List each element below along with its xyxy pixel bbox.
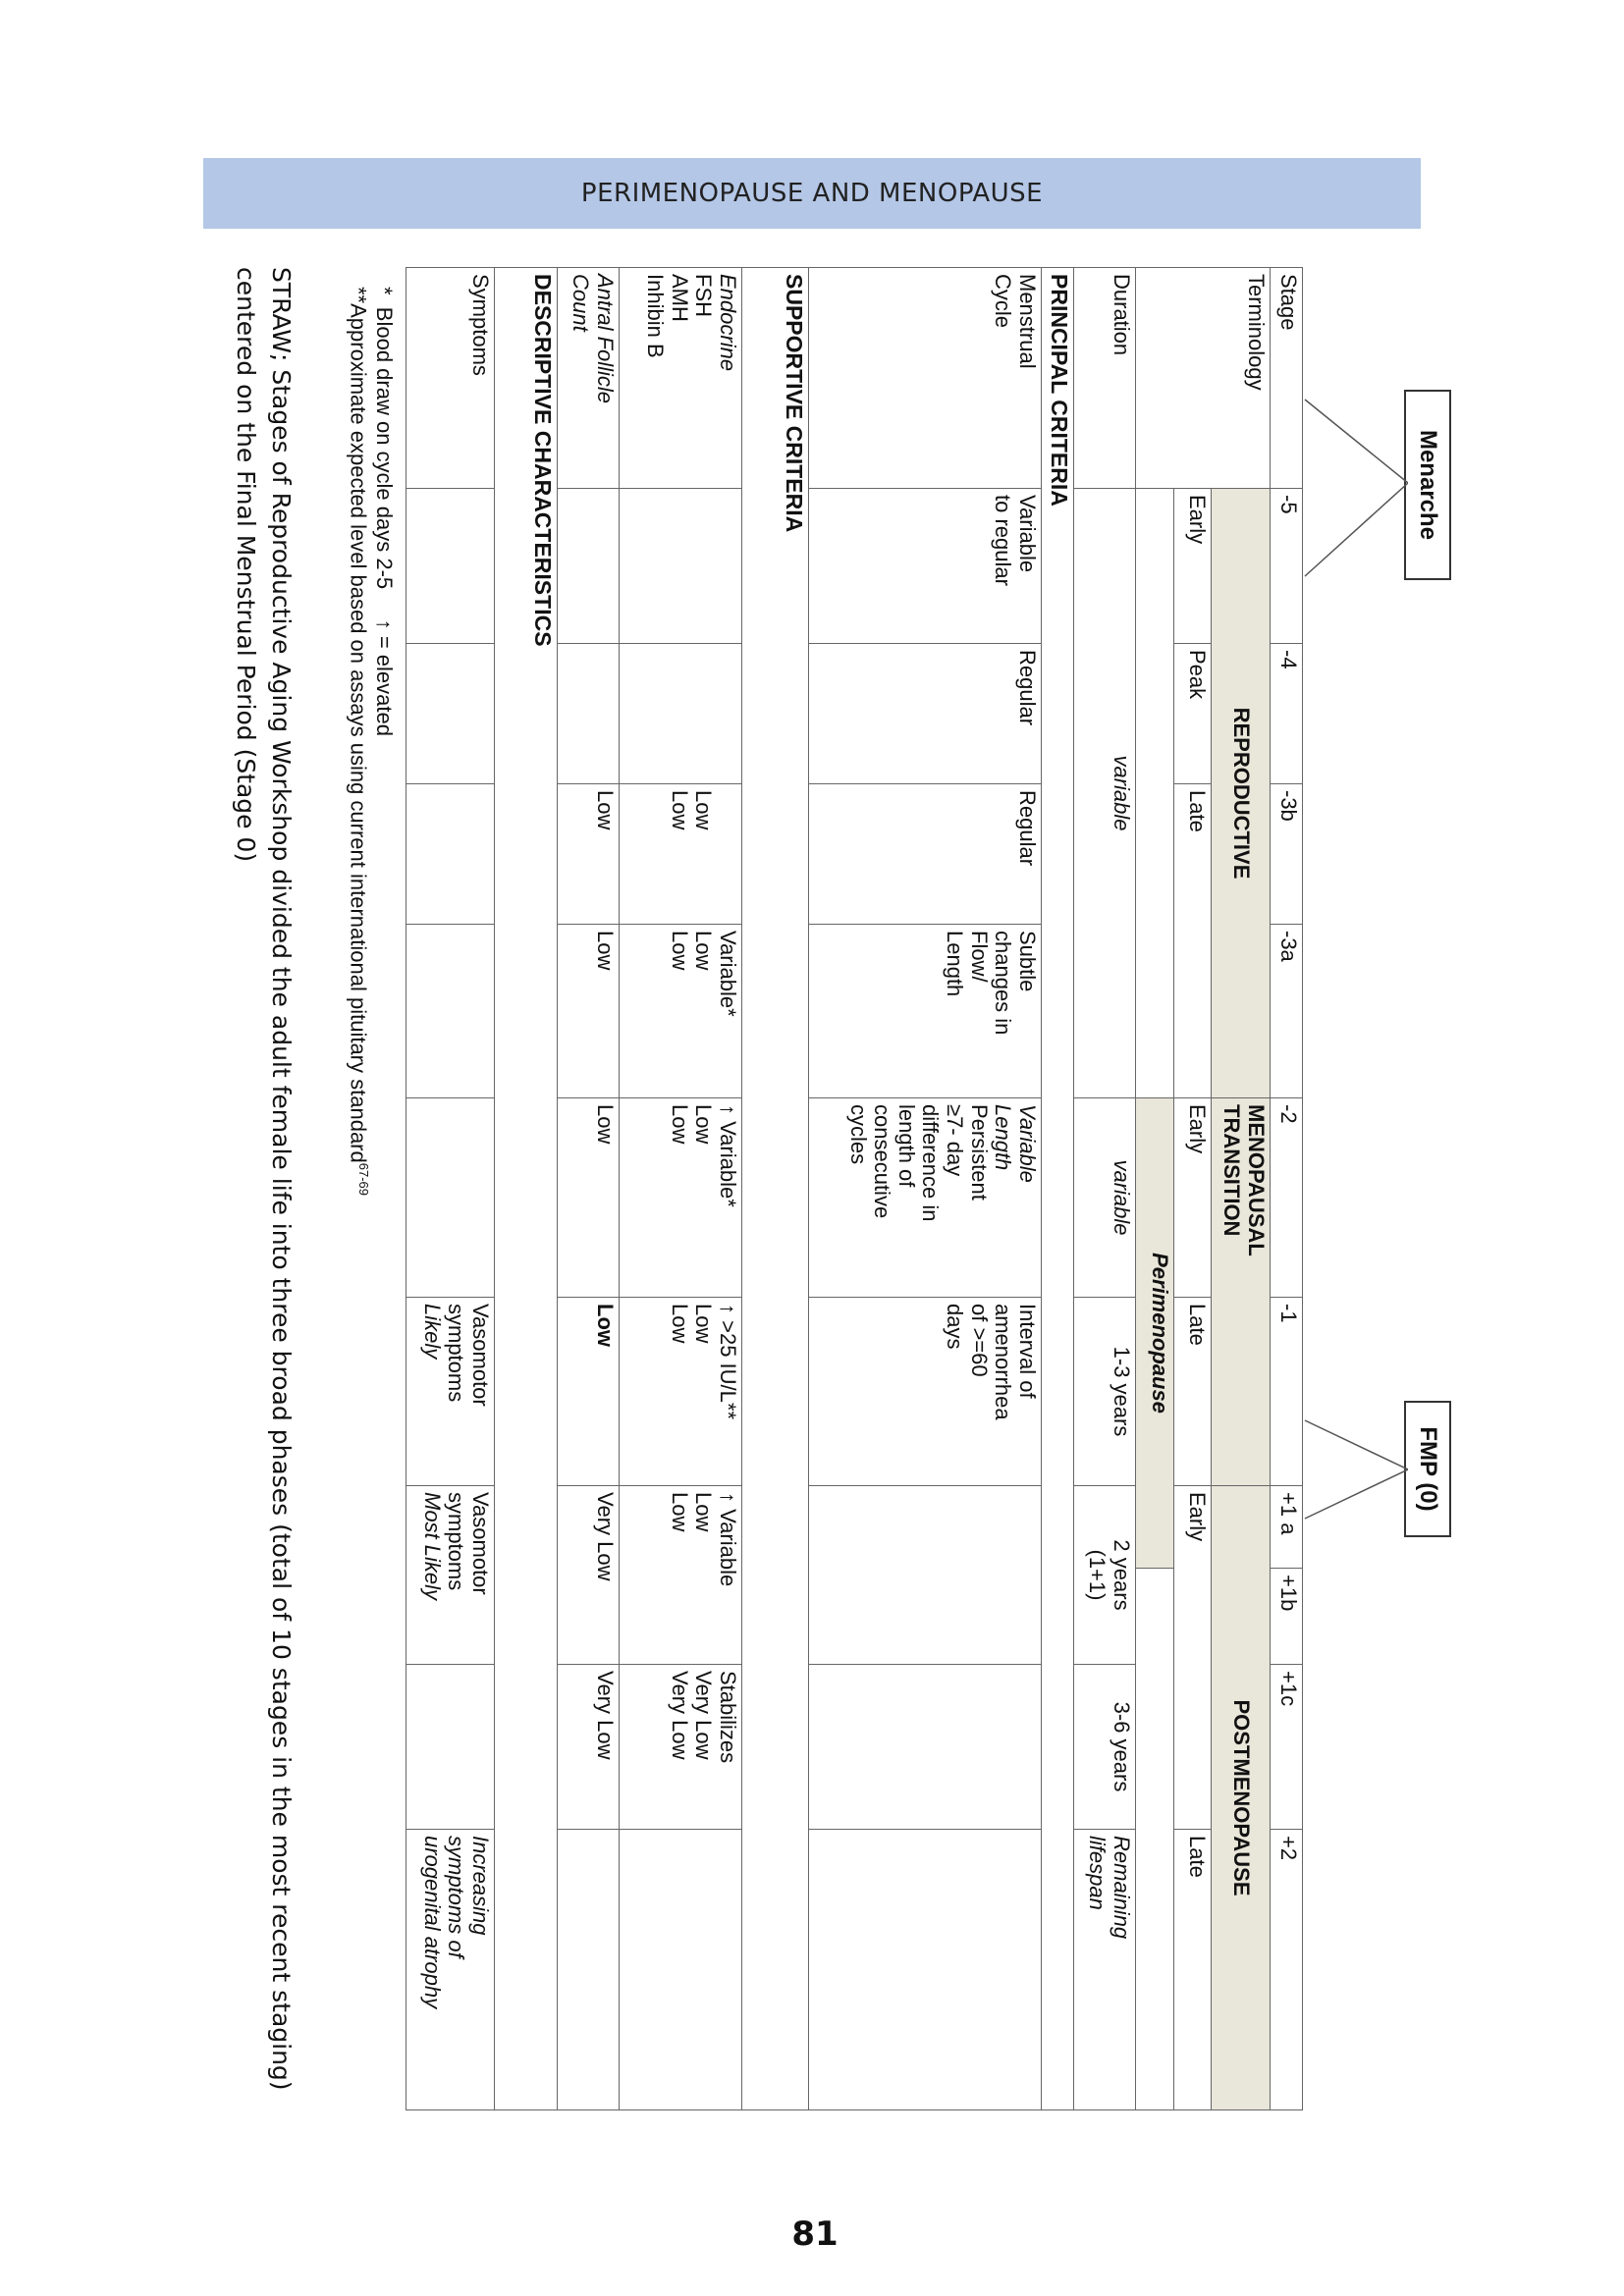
antral-row — [558, 268, 620, 2110]
blank-cell — [406, 784, 495, 925]
menstrual-cell: Variable to regular — [809, 489, 1042, 644]
stage-cell: -2 — [1271, 1098, 1303, 1298]
subphase-cell: Early — [1174, 1098, 1212, 1298]
antral-cell: Low — [558, 925, 620, 1098]
menstrual-cell: Subtle changes in Flow/ Length — [809, 925, 1042, 1098]
row-label: Symptoms — [406, 268, 495, 489]
straw-stages-table — [406, 267, 1303, 2110]
duration-row — [1074, 268, 1136, 2110]
stage-cell: +1b — [1271, 1569, 1303, 1665]
section-header-row — [742, 268, 809, 2110]
endocrine-row — [620, 268, 742, 2110]
page-header — [203, 158, 1421, 229]
menstrual-cell: Regular — [809, 784, 1042, 925]
endocrine-cell: ↑ Variable Low Low — [620, 1486, 742, 1665]
blank-cell — [620, 489, 742, 644]
blank-cell — [406, 1665, 495, 1830]
duration-cell: 3-6 years — [1074, 1665, 1136, 1830]
phase-postmenopause: POSTMENOPAUSE — [1212, 1486, 1271, 2110]
antral-cell: Low — [558, 784, 620, 925]
symptoms-text: Vasomotor symptoms — [444, 1492, 493, 1595]
endocrine-cell: Variable* Low Low — [620, 925, 742, 1098]
perimenopause-span: Perimenopause — [1136, 1098, 1174, 1569]
row-label: Duration — [1074, 268, 1136, 489]
fmp-marker: FMP (0) — [1404, 1401, 1451, 1537]
section-supportive-criteria: SUPPORTIVE CRITERIA — [742, 268, 809, 2110]
blank-cell — [620, 644, 742, 784]
subphase-cell: Late — [1174, 784, 1212, 1098]
rotated-figure — [208, 267, 1455, 2112]
phase-menopausal-transition: MENOPAUSAL TRANSITION — [1212, 1098, 1271, 1486]
endocrine-label: Endocrine — [716, 274, 740, 372]
stage-cell: +1c — [1271, 1665, 1303, 1830]
endocrine-cell: ↑ Variable* Low Low — [620, 1098, 742, 1298]
blank-cell — [1136, 1569, 1174, 2110]
blank-cell — [406, 489, 495, 644]
subphase-cell: Peak — [1174, 644, 1212, 784]
section-header-row — [1042, 268, 1074, 2110]
subphase-cell: Late — [1174, 1298, 1212, 1486]
stage-label: Stage — [1271, 268, 1303, 489]
stage-row — [1271, 268, 1303, 2110]
antral-cell: Very Low — [558, 1486, 620, 1665]
page-number: 81 — [791, 2215, 839, 2254]
footnote-1: * Blood draw on cycle days 2-5 ↑ = elevated — [372, 287, 397, 736]
duration-cell: variable — [1074, 489, 1136, 1098]
menstrual-cell: Interval of amenorrhea of >=60 days — [809, 1298, 1042, 1486]
menstrual-italic: Variable Length — [991, 1104, 1040, 1183]
symptoms-italic: Likely — [419, 1304, 445, 1360]
blank-cell — [406, 644, 495, 784]
hormone-labels: FSH AMH Inhibin B — [643, 274, 717, 358]
perimenopause-row — [1136, 268, 1174, 2110]
symptoms-italic: Most Likely — [419, 1492, 445, 1601]
fmp-pointer-icon — [1302, 1415, 1408, 1523]
blank-cell — [558, 644, 620, 784]
row-label: Antral Follicle Count — [558, 268, 620, 489]
blank-cell — [620, 1830, 742, 2110]
stage-cell: -4 — [1271, 644, 1303, 784]
phase-reproductive: REPRODUCTIVE — [1212, 489, 1271, 1098]
footnote-2 — [345, 287, 371, 1196]
section-principal-criteria: PRINCIPAL CRITERIA — [1042, 268, 1074, 2110]
section-header-row — [495, 268, 558, 2110]
footnote-2-text: **Approximate expected level based on assays using current international pituitary standard — [346, 287, 371, 1163]
endocrine-cell: Stabilizes Very Low Very Low — [620, 1665, 742, 1830]
antral-cell: Very Low — [558, 1665, 620, 1830]
subphase-cell: Early — [1174, 489, 1212, 644]
menarche-pointer-icon — [1302, 390, 1408, 586]
duration-cell: 2 years (1+1) — [1074, 1486, 1136, 1665]
menstrual-cell: Regular — [809, 644, 1042, 784]
menstrual-row — [809, 268, 1042, 2110]
stage-cell: -3b — [1271, 784, 1303, 925]
endocrine-cell: ↑ >25 IU/L** Low Low — [620, 1298, 742, 1486]
menarche-marker: Menarche — [1404, 390, 1451, 580]
symptoms-row — [406, 268, 495, 2110]
footnote-2-ref: 67-69 — [355, 1162, 371, 1196]
blank-cell — [558, 1830, 620, 2110]
symptoms-cell — [406, 1298, 495, 1486]
symptoms-cell: Increasing symptoms of urogenital atrophy — [406, 1830, 495, 2110]
stage-cell: -1 — [1271, 1298, 1303, 1486]
header-title: PERIMENOPAUSE AND MENOPAUSE — [580, 179, 1044, 208]
duration-cell: 1-3 years — [1074, 1298, 1136, 1486]
terminology-label: Terminology — [1136, 268, 1271, 489]
stage-cell: -3a — [1271, 925, 1303, 1098]
menstrual-cell — [809, 1098, 1042, 1298]
stage-cell: -5 — [1271, 489, 1303, 644]
section-descriptive-characteristics: DESCRIPTIVE CHARACTERISTICS — [495, 268, 558, 2110]
blank-cell — [1136, 489, 1174, 1098]
subphase-cell: Early — [1174, 1486, 1212, 1830]
antral-cell: Low — [558, 1298, 620, 1486]
menstrual-text: Persistent ≥7- day difference in length of consecutive cycles — [845, 1104, 992, 1222]
blank-cell — [809, 1830, 1042, 2110]
antral-cell: Low — [558, 1098, 620, 1298]
endocrine-cell: Low Low — [620, 784, 742, 925]
row-label — [620, 268, 742, 489]
blank-cell — [558, 489, 620, 644]
blank-cell — [406, 1098, 495, 1298]
subphase-row — [1174, 268, 1212, 2110]
footnotes — [345, 287, 397, 1196]
phase-row — [1212, 268, 1271, 2110]
duration-cell: variable — [1074, 1098, 1136, 1298]
stage-cell: +2 — [1271, 1830, 1303, 2110]
row-label: Menstrual Cycle — [809, 268, 1042, 489]
symptoms-cell — [406, 1486, 495, 1665]
blank-cell — [809, 1665, 1042, 1830]
symptoms-text: Vasomotor symptoms — [444, 1304, 493, 1407]
blank-cell — [809, 1486, 1042, 1665]
stage-cell: +1 a — [1271, 1486, 1303, 1569]
subphase-cell: Late — [1174, 1830, 1212, 2110]
blank-cell — [406, 925, 495, 1098]
figure-caption: STRAW; Stages of Reproductive Aging Workshop divided the adult female life into three broad phases (total of 10 stages in the most recent staging) centered on the Final Menstrual Period (Stage 0) — [232, 267, 296, 2091]
duration-cell: Remaining lifespan — [1074, 1830, 1136, 2110]
